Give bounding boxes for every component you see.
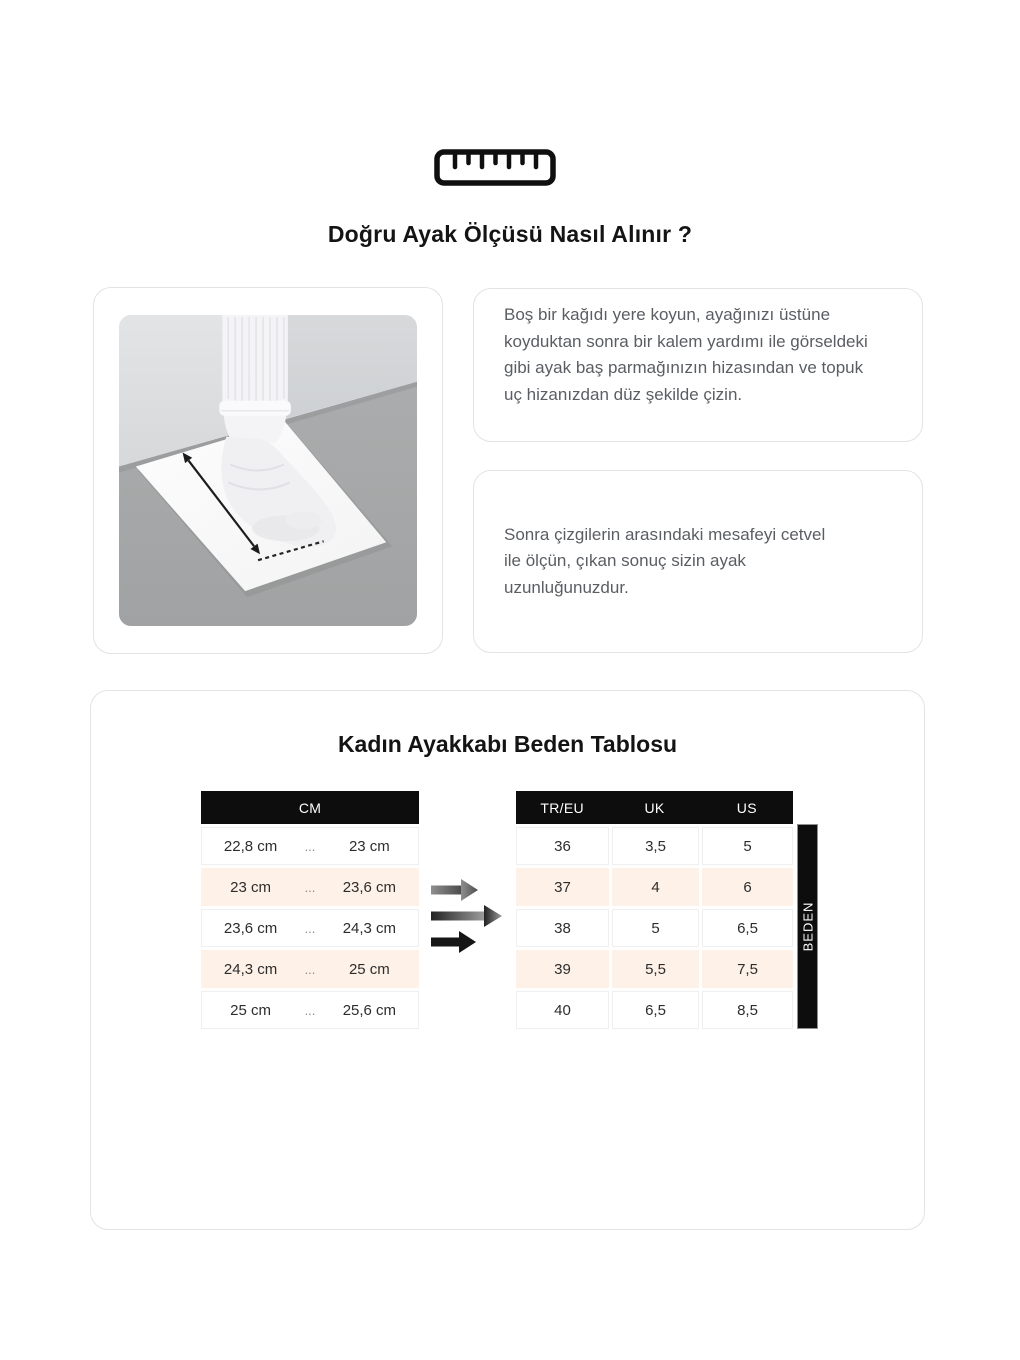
size-table-header: TR/EU — [540, 799, 584, 816]
foot-measurement-photo-card — [93, 287, 443, 654]
size-cell: 37 — [516, 868, 609, 906]
cm-table-header: CM — [201, 791, 419, 824]
page-title: Doğru Ayak Ölçüsü Nasıl Alınır ? — [327, 221, 693, 247]
size-cell: 7,5 — [702, 950, 793, 988]
cm-dots: ... — [304, 838, 316, 854]
cm-from: 25 cm — [230, 1001, 272, 1019]
foot-measurement-photo — [119, 315, 417, 626]
size-table-header-row — [516, 791, 793, 824]
size-cell: 8,5 — [702, 991, 793, 1029]
size-chart-card — [90, 690, 925, 1230]
cm-from: 23,6 cm — [223, 919, 278, 937]
table-row — [201, 827, 419, 865]
instruction-step1-text: Boş bir kağıdı yere koyun, ayağınızı üstüne koyduktan sonra bir kalem yardımı ile görseldeki gibi ayak baş parmağınızın hizasından ve topuk uç hizanızdan düz şekilde çizin. — [504, 305, 868, 404]
size-conversion-table — [516, 791, 793, 1029]
cm-table — [201, 791, 419, 1029]
instruction-step2-text: Sonra çizgilerin arasındaki mesafeyi cetvel ile ölçün, çıkan sonuç sizin ayak uzunluğunuzdur. — [504, 524, 826, 597]
instruction-card-step2 — [473, 470, 923, 653]
table-row — [201, 909, 419, 947]
cm-dots: ... — [304, 920, 316, 936]
size-cell: 3,5 — [612, 827, 699, 865]
cm-to: 24,3 cm — [342, 919, 397, 937]
beden-side-label-text: BEDEN — [800, 901, 816, 952]
cm-to: 25 cm — [348, 960, 390, 978]
size-cell: 4 — [612, 868, 699, 906]
conversion-arrows-icon — [431, 873, 511, 955]
cm-from: 24,3 cm — [223, 960, 278, 978]
ruler-icon — [434, 149, 556, 186]
table-row — [201, 868, 419, 906]
size-chart-title: Kadın Ayakkabı Beden Tablosu — [337, 731, 678, 757]
cm-dots: ... — [304, 879, 316, 895]
size-table-header: UK — [644, 799, 665, 816]
size-cell: 39 — [516, 950, 609, 988]
instruction-card-step1 — [473, 288, 923, 442]
cm-dots: ... — [304, 1002, 316, 1018]
size-cell: 5 — [612, 909, 699, 947]
beden-side-label — [797, 824, 818, 1029]
size-cell: 38 — [516, 909, 609, 947]
cm-to: 23 cm — [348, 837, 390, 855]
size-cell: 36 — [516, 827, 609, 865]
table-row — [201, 950, 419, 988]
size-cell: 6,5 — [702, 909, 793, 947]
cm-to: 23,6 cm — [342, 878, 397, 896]
cm-to: 25,6 cm — [342, 1001, 397, 1019]
cm-from: 22,8 cm — [223, 837, 278, 855]
size-cell: 6 — [702, 868, 793, 906]
size-cell: 40 — [516, 991, 609, 1029]
cm-from: 23 cm — [230, 878, 272, 896]
cm-dots: ... — [304, 961, 316, 977]
size-cell: 5,5 — [612, 950, 699, 988]
size-cell: 6,5 — [612, 991, 699, 1029]
size-table-header: US — [736, 799, 757, 816]
table-row — [201, 991, 419, 1029]
size-cell: 5 — [702, 827, 793, 865]
